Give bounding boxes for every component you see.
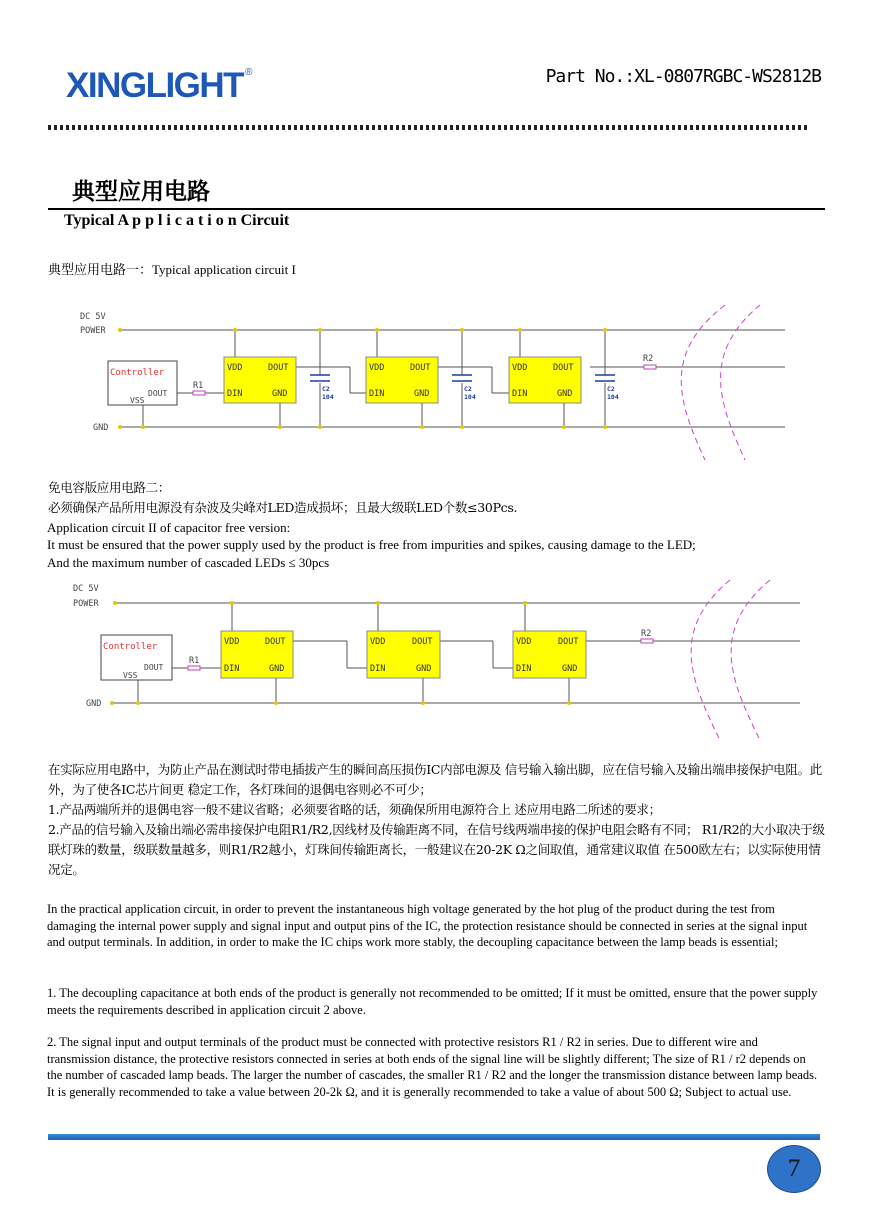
line-break-mark bbox=[681, 305, 760, 460]
chip-dout-label: DOUT bbox=[558, 637, 579, 647]
line-break-mark bbox=[691, 580, 770, 740]
led-chip bbox=[221, 631, 293, 678]
chip-din-label: DIN bbox=[516, 664, 532, 674]
circuit1-diagram bbox=[0, 295, 869, 475]
notes-cn-paragraph-2: 1.产品两端所并的退偶电容一般不建议省略；必须要省略的话，须确保所用电源符合上 述应用电路二所述的要求； bbox=[48, 802, 661, 817]
circuit2-diagram bbox=[0, 575, 869, 750]
chip-dout-label: DOUT bbox=[412, 637, 433, 647]
chip-vdd-label: VDD bbox=[516, 637, 532, 647]
notes-en-paragraph-1: In the practical application circuit, in order to prevent the instantaneous high voltage generated by the hot plug of the product during the test from damaging the internal power supply and signal input and output pins of the IC, the protection resistance should be connected in series at the signal input and output terminals. In addition, in order to make the IC chips work more stably, the decoupling capacitance between the lamp beads is essential; bbox=[47, 902, 808, 949]
circuit2-caption-en-1: Application circuit II of capacitor free version: bbox=[47, 520, 291, 535]
controller-dout-label: DOUT bbox=[144, 663, 164, 672]
cap-label: C2 bbox=[322, 385, 330, 393]
dc-5v-label: DC 5V bbox=[73, 584, 99, 594]
chip-vdd-label: VDD bbox=[224, 637, 240, 647]
r2-resistor bbox=[641, 639, 653, 643]
controller-label: Controller bbox=[110, 368, 165, 378]
chip-gnd-label: GND bbox=[416, 664, 432, 674]
led-chip bbox=[366, 357, 438, 403]
notes-cn-paragraph-1: 在实际应用电路中，为防止产品在测试时带电插拔产生的瞬间高压损伤IC内部电源及 信号输入输出脚，应在信号输入及输出端串接保护电阻。此外，为了使各IC芯片间更 稳定工作，各灯珠间的退偶电容则必不可少； bbox=[48, 762, 822, 797]
footer-bar bbox=[48, 1134, 820, 1140]
chip-din-label: DIN bbox=[227, 389, 243, 399]
r2-label: R2 bbox=[643, 354, 654, 364]
chip-dout-label: DOUT bbox=[410, 363, 431, 373]
r2-resistor bbox=[644, 365, 656, 369]
chip-din-label: DIN bbox=[512, 389, 528, 399]
gnd-label: GND bbox=[93, 423, 109, 433]
chip-gnd-label: GND bbox=[562, 664, 578, 674]
cap-value: 104 bbox=[464, 393, 476, 401]
chip-dout-label: DOUT bbox=[268, 363, 289, 373]
chip-dout-label: DOUT bbox=[553, 363, 574, 373]
xinglight-logo: XINGLIGHT ® bbox=[66, 66, 253, 105]
chip-dout-label: DOUT bbox=[265, 637, 286, 647]
chip-vdd-label: VDD bbox=[512, 363, 528, 373]
chip-vdd-label: VDD bbox=[370, 637, 386, 647]
circuit2-caption-cn-1: 免电容版应用电路二： bbox=[48, 480, 171, 495]
chip-gnd-label: GND bbox=[269, 664, 285, 674]
section-title-en: Typical A p p l i c a t i o n Circuit bbox=[64, 212, 290, 229]
chip-din-label: DIN bbox=[370, 664, 386, 674]
circuit2-caption-cn-2: 必须确保产品所用电源没有杂波及尖峰对LED造成损坏；且最大级联LED个数≤30Pcs. bbox=[48, 500, 518, 515]
power-label: POWER bbox=[80, 326, 106, 336]
circuit1-caption: 典型应用电路一：Typical application circuit I bbox=[48, 262, 296, 277]
section-title-cn: 典型应用电路 bbox=[72, 179, 210, 205]
chip-gnd-label: GND bbox=[557, 389, 573, 399]
circuit2-caption-en-2: It must be ensured that the power supply used by the product is free from impurities and spikes, causing damage to the LED; bbox=[47, 537, 696, 552]
controller-vss-label: VSS bbox=[123, 671, 138, 680]
registered-mark: ® bbox=[245, 67, 253, 78]
led-chip bbox=[509, 357, 581, 403]
page-number: 7 bbox=[767, 1145, 821, 1193]
r2-label: R2 bbox=[641, 629, 652, 639]
gnd-label: GND bbox=[86, 699, 102, 709]
cap-label: C2 bbox=[464, 385, 472, 393]
chip-din-label: DIN bbox=[224, 664, 240, 674]
chip-gnd-label: GND bbox=[272, 389, 288, 399]
r1-resistor bbox=[193, 391, 205, 395]
notes-en-paragraph-3: 2. The signal input and output terminals of the product must be connected with protective resistors R1 / R2 in series. Due to different wire and transmission distance, the protective resistors connected in series at both ends of the signal line will be slightly different; The size of R1 / r2 depends on the number of cascaded lamp beads. The larger the number of cascades, the smaller R1 / R2 and the longer the transmission distance between lamp beads. It is generally recommended to take a value between 20-2k Ω, and it is generally recommended to take a value of about 500 Ω; Subject to actual use. bbox=[47, 1035, 818, 1099]
led-chip bbox=[513, 631, 586, 678]
r1-resistor bbox=[188, 666, 200, 670]
header-dotted-divider bbox=[48, 125, 808, 130]
section-title-rule bbox=[48, 208, 825, 210]
dc-5v-label: DC 5V bbox=[80, 312, 106, 322]
chip-din-label: DIN bbox=[369, 389, 385, 399]
r1-label: R1 bbox=[189, 656, 200, 666]
cap-value: 104 bbox=[322, 393, 334, 401]
chip-vdd-label: VDD bbox=[369, 363, 385, 373]
controller-label: Controller bbox=[103, 642, 158, 652]
r1-label: R1 bbox=[193, 381, 204, 391]
notes-en-paragraph-2: 1. The decoupling capacitance at both ends of the product is generally not recommended to be omitted; If it must be omitted, ensure that the power supply meets the requirements described in application circuit 2 above. bbox=[47, 986, 818, 1017]
cap-value: 104 bbox=[607, 393, 619, 401]
part-number: Part No.:XL-0807RGBC-WS2812B bbox=[545, 66, 821, 87]
circuit2-caption-en-3: And the maximum number of cascaded LEDs ≤ 30pcs bbox=[47, 555, 330, 570]
power-label: POWER bbox=[73, 599, 99, 609]
cap-label: C2 bbox=[607, 385, 615, 393]
chip-gnd-label: GND bbox=[414, 389, 430, 399]
chip-vdd-label: VDD bbox=[227, 363, 243, 373]
led-chip bbox=[367, 631, 440, 678]
notes-cn-paragraph-3: 2.产品的信号输入及输出端必需串接保护电阻R1/R2,因线材及传输距离不同，在信号线两端串接的保护电阻会略有不同； R1/R2的大小取决于级联灯珠的数量，级联数量越多，则R1/R2越小，灯珠间传输距离长，一般建议在20-2K Ω之间取值，通常建议取值 在500欧左右；以实际使用情况定。 bbox=[48, 822, 825, 877]
led-chip bbox=[224, 357, 296, 403]
controller-vss-label: VSS bbox=[130, 396, 145, 405]
controller-dout-label: DOUT bbox=[148, 389, 168, 398]
